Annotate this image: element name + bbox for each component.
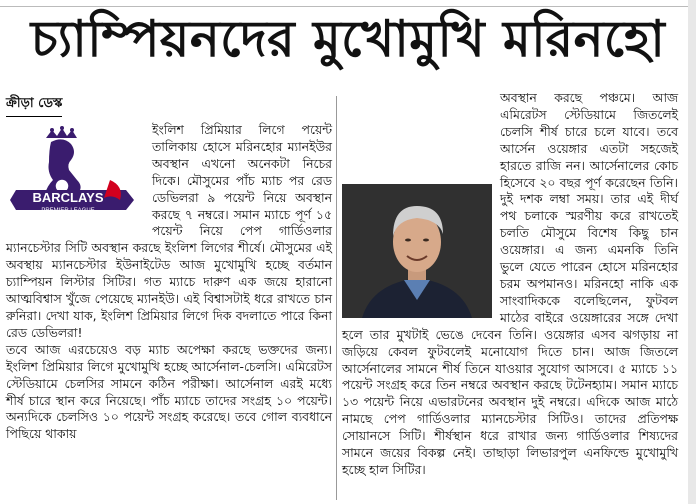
left-column	[6, 122, 332, 502]
left-paragraph-1: ইংলিশ প্রিমিয়ার লিগে পয়েন্ট তালিকায় হোসে মরিনহোর ম্যানইউর অবস্থান এখনো অনেকটা নিচের দিকে। মৌসুমের পাঁচ ম্যাচ পর রেড ডেভিলরা ৯ পয়েন্ট নিয়ে অবস্থান করছে ৭ নম্বরে। সমান ম্যাচে পূর্ণ ১৫ পয়েন্ট নিয়ে পেপ গার্ডিওলার ম্যানচেস্টার সিটি অবস্থান করছে ইংলিশ লিগের শীর্ষে। মৌসুমের এই অবস্থায় ম্যানচেস্টার ইউনাইটেড আজ মুখোমুখি হচ্ছে বর্তমান চ্যাম্পিয়ন লিস্টার সিটির। গত ম্যাচে দারুণ এক জয়ে হারানো আত্মবিশ্বাস খুঁজে পেয়েছে ম্যানইউ। এই বিশ্বাসটাই ধরে রাখতে চান রুনিরা। দেখা যাক, ইংলিশ প্রিমিয়ার লিগে দিক বদলাতে পারে কিনা রেড ডেভিলরা!	[6, 122, 332, 340]
right-column	[342, 90, 678, 502]
logo-text-bottom: PREMIER LEAGUE	[41, 208, 95, 214]
right-paragraph-1: অবস্থান করছে পঞ্চমে। আজ এমিরেটস স্টেডিয়ামে জিতলেই চেলসি শীর্ষ চারে চলে যাবে। তবে আর্সেন ওয়েঙ্গার এতটা সহজেই হারতে রাজি নন। আর্সেনালের কোচ হিসেবে ২০ বছর পূর্ণ করেছেন তিনি। দুই দশক লম্বা সময়। তার এই দীর্ঘ পথ চলাকে স্মরণীয় করে রাখতেই চলতি মৌসুমে বিশেষ কিছু চান ওয়েঙ্গার। এ জন্য এমনকি তিনি ভুলে যেতে পারেন হোসে মরিনহোর চরম অপমানও। মরিনহো নাকি এক সাংবাদিককে বলেছিলেন, ফুটবল মাঠের বাইরে ওয়েঙ্গারের সঙ্গে দেখা হলে তার মুখটাই ভেঙে দেবেন তিনি। ওয়েঙ্গার এসব ঝগড়ায় না জড়িয়ে কেবল ফুটবলেই মনোযোগ দিতে চান। আজ জিতলে আর্সেনালের সামনে শীর্ষ তিনে যাওয়ার সুযোগ আসবে। ৫ ম্যাচে ১১ পয়েন্ট সংগ্রহ করে তিন নম্বরে অবস্থান করছে টটেনহ্যাম। সমান ম্যাচে ১৩ পয়েন্ট নিয়ে এভারটনের অবস্থান দুই নম্বরে। এদিকে আজ মাঠে নামছে পেপ গার্ডিওলার ম্যানচেস্টার সিটিও। তাদের প্রতিপক্ষ সোয়ানসে সিটি। শীর্ষস্থান ধরে রাখার জন্য গার্ডিওলার শিষ্যদের সামনে জয়ের বিকল্প নেই। তাছাড়া লিভারপুল এনফিল্ডে মুখোমুখি হচ্ছে হাল সিটির।	[342, 90, 678, 477]
left-paragraph-2: তবে আজ এরচেয়েও বড় ম্যাচ অপেক্ষা করছে ভক্তদের জন্য। ইংলিশ প্রিমিয়ার লিগে মুখোমুখি হচ্ছে আর্সেনাল-চেলসি। এমিরেটস স্টেডিয়ামে চেলসির সামনে কঠিন পরীক্ষা। আর্সেনাল এরই মধ্যে শীর্ষ চারে স্থান করে নিয়েছে। পাঁচ ম্যাচে তাদের সংগ্রহ ১০ পয়েন্ট। অন্যদিকে চেলসিও ১০ পয়েন্ট সংগ্রহ করেছে। তবে গোল ব্যবধানে পিছিয়ে থাকায়	[6, 341, 332, 442]
column-separator	[336, 96, 337, 500]
coach-photo	[342, 184, 492, 318]
page-edge	[688, 0, 696, 504]
portrait-image	[342, 184, 492, 318]
premier-league-logo	[6, 124, 146, 230]
logo-text-top: BARCLAYS	[32, 190, 104, 205]
lion-crest-icon	[6, 124, 144, 228]
byline: ক্রীড়া ডেস্ক	[6, 94, 62, 117]
headline: চ্যাম্পিয়নদের মুখোমুখি মরিনহো	[30, 9, 666, 68]
